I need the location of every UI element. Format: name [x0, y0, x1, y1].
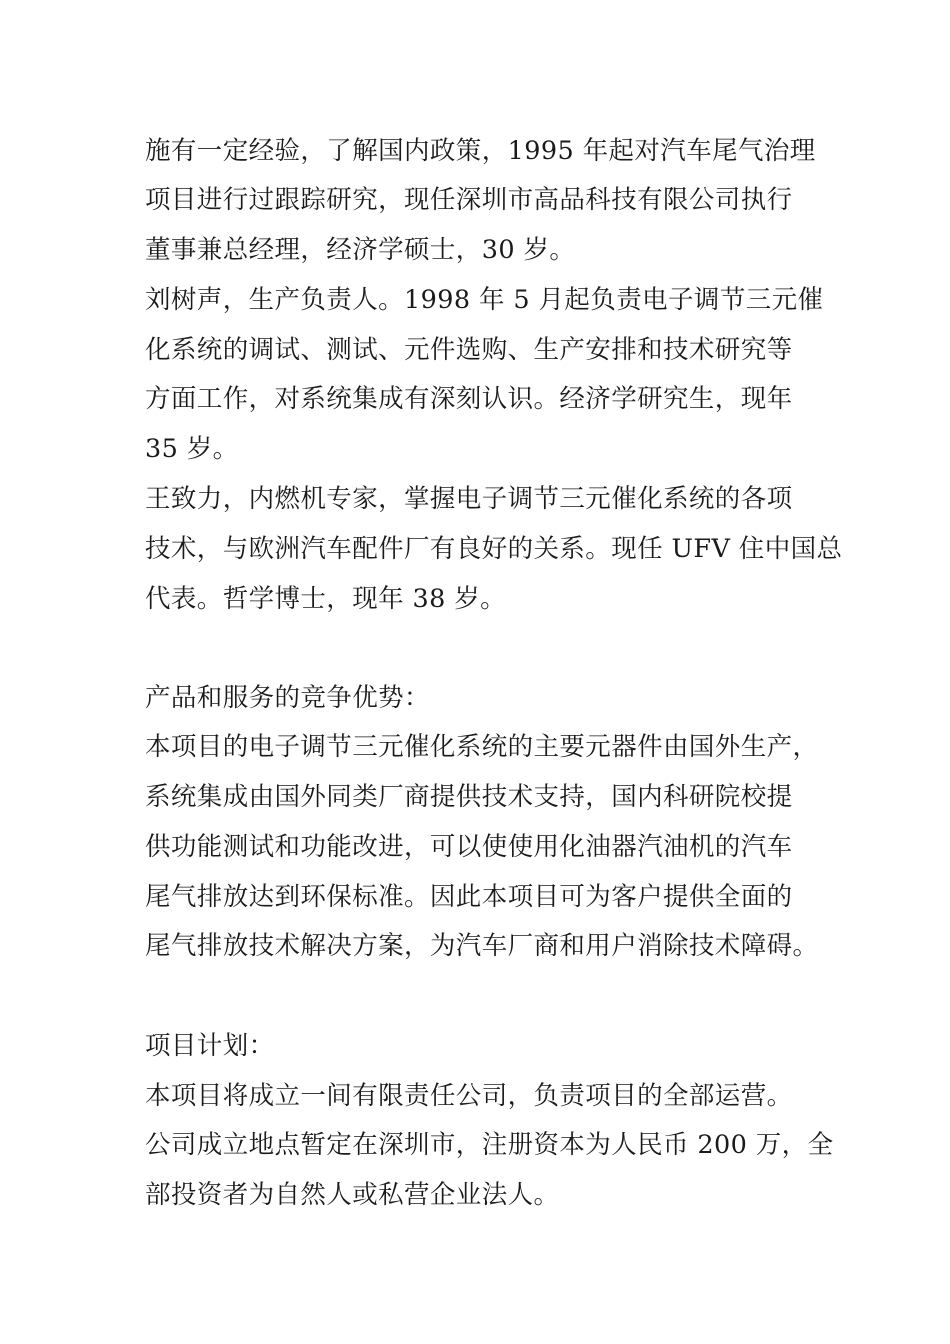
text-line: 公司成立地点暂定在深圳市，注册资本为人民币 200 万，全	[145, 1130, 834, 1160]
text-line: 施有一定经验，了解国内政策，1995 年起对汽车尾气治理	[145, 136, 816, 166]
text-line: 刘树声，生产负责人。1998 年 5 月起负责电子调节三元催	[145, 285, 824, 315]
text-line: 项目进行过跟踪研究，现任深圳市高品科技有限公司执行	[145, 185, 793, 215]
text-line: 35 岁。	[145, 434, 239, 464]
section-heading: 项目计划：	[145, 1031, 275, 1061]
text-line: 化系统的调试、测试、元件选购、生产安排和技术研究等	[145, 335, 793, 365]
text-line: 尾气排放技术解决方案，为汽车厂商和用户消除技术障碍。	[145, 931, 819, 961]
text-line: 部投资者为自然人或私营企业法人。	[145, 1180, 560, 1210]
text-line: 董事兼总经理，经济学硕士，30 岁。	[145, 235, 576, 265]
text-line: 技术，与欧洲汽车配件厂有良好的关系。现任 UFV 住中国总	[145, 534, 843, 564]
text-line: 供功能测试和功能改进，可以使使用化油器汽油机的汽车	[145, 832, 793, 862]
text-line: 系统集成由国外同类厂商提供技术支持，国内科研院校提	[145, 782, 793, 812]
text-line: 本项目将成立一间有限责任公司，负责项目的全部运营。	[145, 1081, 793, 1111]
section-heading: 产品和服务的竞争优势：	[145, 683, 430, 713]
text-line: 王致力，内燃机专家，掌握电子调节三元催化系统的各项	[145, 484, 793, 514]
text-line: 方面工作，对系统集成有深刻认识。经济学研究生，现年	[145, 384, 793, 414]
text-line: 本项目的电子调节三元催化系统的主要元器件由国外生产，	[145, 732, 819, 762]
text-line: 尾气排放达到环保标准。因此本项目可为客户提供全面的	[145, 882, 793, 912]
text-line: 代表。哲学博士，现年 38 岁。	[145, 584, 507, 614]
